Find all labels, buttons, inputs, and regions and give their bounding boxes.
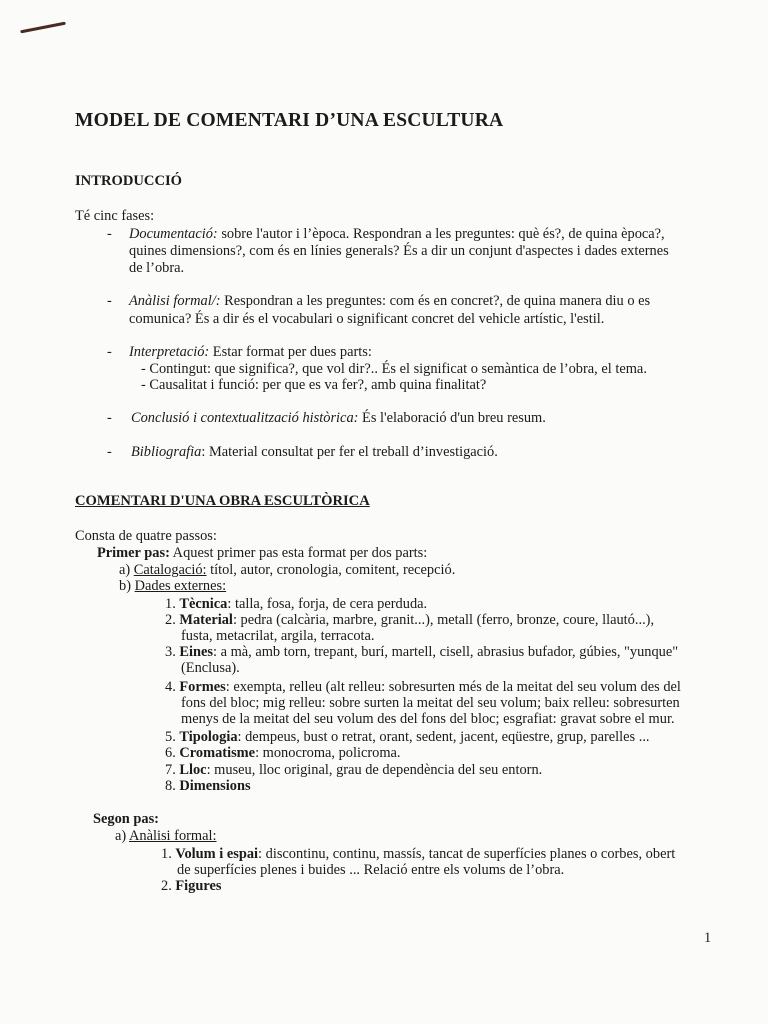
phase-2-line-1: Anàlisi formal/: Respondran a les preguntes: com és en concret?, de quina manera diu o es	[129, 293, 651, 309]
intro-heading: INTRODUCCIÓ	[75, 173, 183, 189]
step-1-item-4-cont2: menys de la meitat del seu volum des del fons del bloc; esgrafiat: gravat sobre el mur.	[181, 711, 675, 727]
step-1-b: b) Dades externes:	[119, 578, 227, 594]
phase-2-line-2: comunica? És a dir és el vocabulari o significant concret del vehicle artístic, l'estil.	[129, 311, 605, 327]
step-1-item-1: 1. Tècnica: talla, fosa, forja, de cera perduda.	[165, 596, 428, 612]
section-2-heading: COMENTARI D'UNA OBRA ESCULTÒRICA	[75, 493, 370, 509]
phase-4-line-1: Conclusió i contextualització històrica: És l'elaboració d'un breu resum.	[131, 410, 546, 426]
step-2-a: a) Anàlisi formal:	[115, 828, 217, 844]
step-2-item-2: 2. Figures	[161, 878, 222, 894]
phase-1-bullet: -	[107, 226, 112, 242]
page-title: MODEL DE COMENTARI D’UNA ESCULTURA	[75, 110, 504, 131]
step-1-item-7: 7. Lloc: museu, lloc original, grau de dependència del seu entorn.	[165, 762, 543, 778]
step-1-item-8: 8. Dimensions	[165, 778, 251, 794]
phase-3-line-1: Interpretació: Estar format per dues parts:	[129, 344, 372, 360]
step-1-item-3: 3. Eines: a mà, amb torn, trepant, burí, martell, cisell, abrasius bufador, gúbies, "yunque"	[165, 644, 679, 660]
phase-2-bullet: -	[107, 293, 112, 309]
step-1-item-5: 5. Tipologia: dempeus, bust o retrat, orant, sedent, jacent, eqüestre, grup, parelles ...	[165, 729, 650, 745]
step-2-item-1: 1. Volum i espai: discontinu, continu, massís, tancat de superfícies planes o corbes, obert	[161, 846, 676, 862]
step-1-a: a) Catalogació: títol, autor, cronologia, comitent, recepció.	[119, 562, 456, 578]
step-1-item-4: 4. Formes: exempta, relleu (alt relleu: sobresurten més de la meitat del seu volum des del	[165, 679, 681, 695]
pen-mark	[20, 22, 66, 34]
phase-1-line-2: quines dimensions?, com és en línies generals? És a dir un conjunt d'aspectes i dades externes	[129, 243, 669, 259]
phase-3-sub-1: - Contingut: que significa?, que vol dir?.. És el significat o semàntica de l’obra, el tema.	[141, 361, 647, 377]
step-1-item-6: 6. Cromatisme: monocroma, policroma.	[165, 745, 401, 761]
step-1-item-3-cont: (Enclusa).	[181, 660, 240, 676]
step-1-line: Primer pas: Aquest primer pas esta format per dos parts:	[97, 545, 428, 561]
step-2-line: Segon pas:	[93, 811, 159, 827]
step-2-item-1-cont: de superfícies plenes i buides ... Relació entre els volums de l’obra.	[177, 862, 565, 878]
phase-1-line-3: de l’obra.	[129, 260, 185, 276]
step-1-item-4-cont: fons del bloc; mig relleu: sobre surten la meitat del seu volum; baix relleu: sobresurten	[181, 695, 680, 711]
section-2-lead: Consta de quatre passos:	[75, 528, 217, 544]
phase-1-line-1: Documentació: sobre l'autor i l’època. Respondran a les preguntes: què és?, de quina època?,	[129, 226, 665, 242]
phase-3-bullet: -	[107, 344, 112, 360]
phase-5-bullet: -	[107, 444, 112, 460]
phase-3-sub-2: - Causalitat i funció: per que es va fer?, amb quina finalitat?	[141, 377, 487, 393]
intro-lead: Té cinc fases:	[75, 208, 155, 224]
page-number: 1	[704, 930, 712, 946]
step-1-item-2-cont: fusta, metacrilat, argila, terracota.	[181, 628, 375, 644]
phase-5-line-1: Bibliografia: Material consultat per fer el treball d’investigació.	[131, 444, 498, 460]
step-1-item-2: 2. Material: pedra (calcària, marbre, granit...), metall (ferro, bronze, coure, llautó...),	[165, 612, 655, 628]
phase-4-bullet: -	[107, 410, 112, 426]
